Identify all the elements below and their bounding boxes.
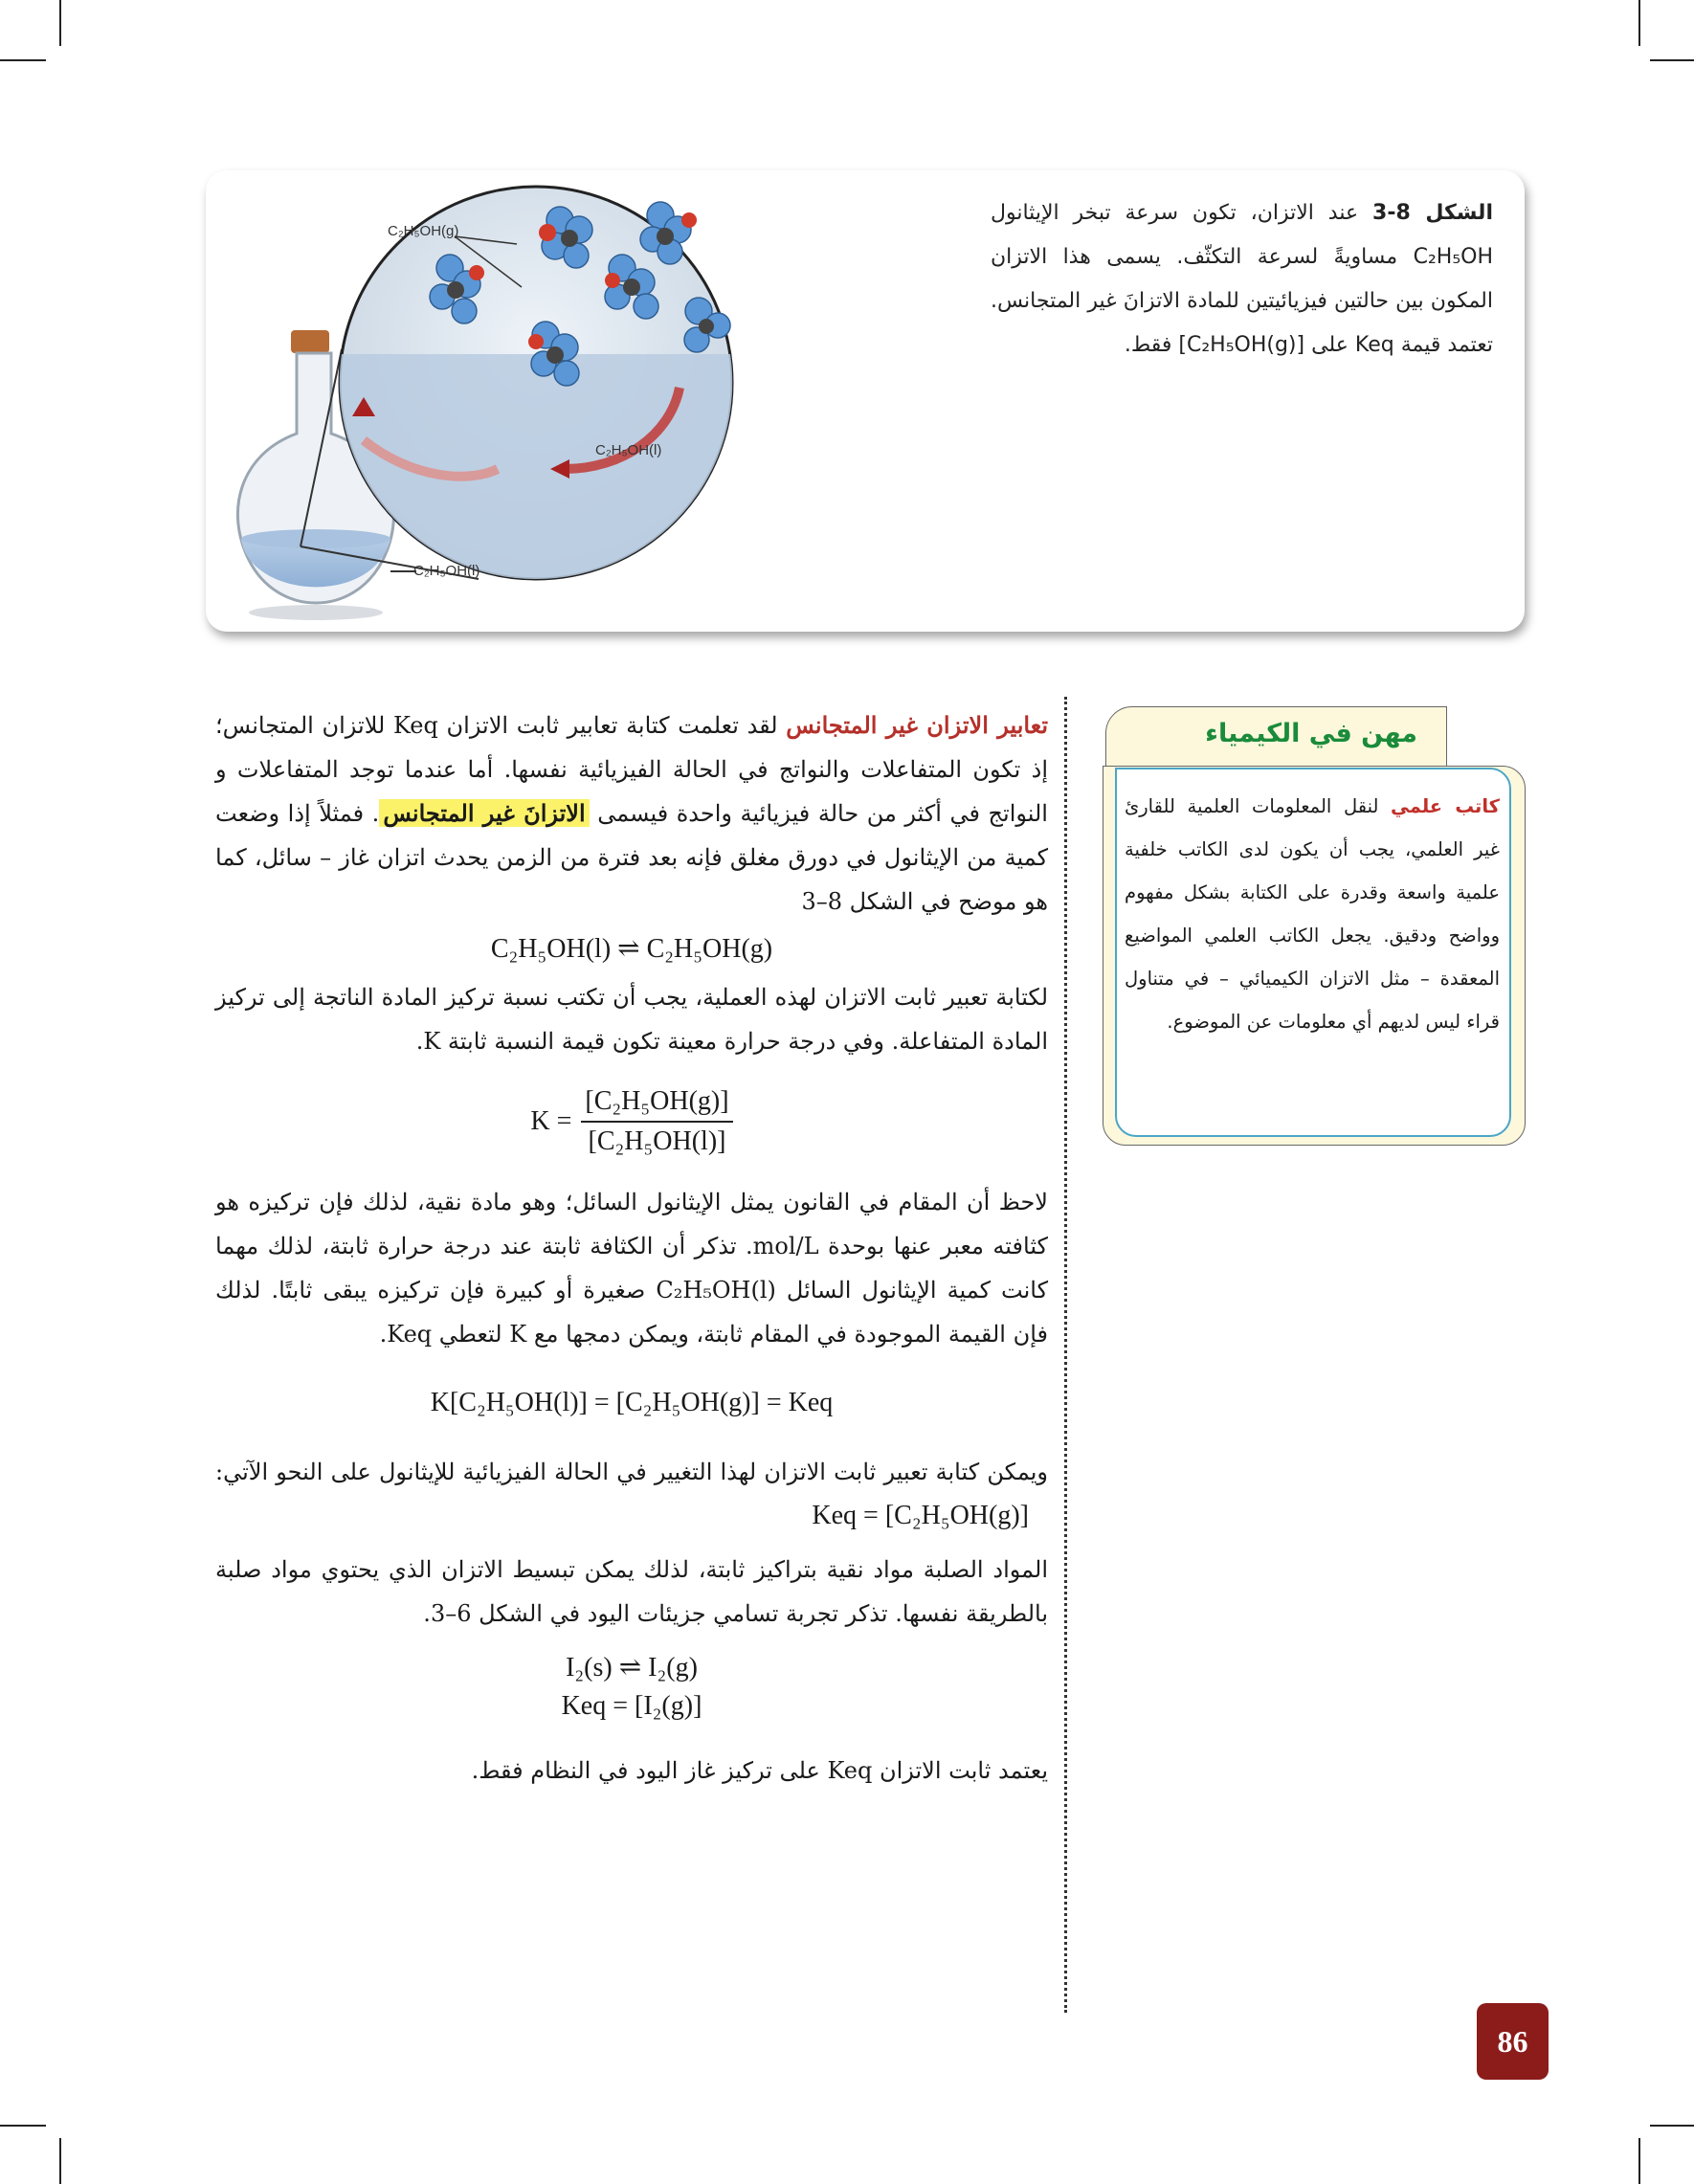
paragraph-2: لكتابة تعبير ثابت الاتزان لهذه العملية، يجب أن تكتب نسبة تركيز المادة الناتجة إلى تركيز المادة المتفاعلة. وفي درجة حرارة معينة تكون قيمة النسبة ثابتة K. [215, 984, 1049, 1055]
liquid-flask-label: C₂H₅OH(l) [413, 563, 480, 579]
paragraph-4-body: ويمكن كتابة تعبير ثابت الاتزان لهذا التغيير في الحالة الفيزيائية للإيثانول على النحو الآتي: [215, 1459, 1048, 1485]
equation-1: C₂H₅OH(l) ⇌ C₂H₅OH(g) [490, 934, 773, 964]
page-number: 86 [1477, 2003, 1549, 2080]
paragraph-6: يعتمد ثابت الاتزان Keq على تركيز غاز اليود في النظام فقط. [471, 1757, 1048, 1784]
equation-2-lhs: K = [530, 1106, 572, 1136]
equation-5b: Keq = [I₂(g)] [561, 1691, 702, 1721]
column-divider [1064, 697, 1067, 2013]
main-text [215, 703, 1048, 1793]
key-term: الاتزانَ غير المتجانس [379, 799, 589, 827]
flask-illustration [220, 177, 986, 627]
paragraph-5: المواد الصلبة مواد نقية بتراكيز ثابتة، لذلك يمكن تبسيط الاتزان الذي يحتوي مواد صلبة بالطريقة نفسها. تذكر تجربة تسامي جزيئات اليود في الشكل 6–3. [215, 1556, 1048, 1627]
paragraph-1-end: . فمثلاً إذا وضعت كمية من الإيثانول في دورق مغلق فإنه بعد فترة من الزمن يحدث اتزان غاز – سائل، كما هو موضح في الشكل 8–3 [215, 800, 1048, 915]
paragraph-4 [215, 1450, 1048, 1538]
equation-3: K[C₂H₅OH(l)] = [C₂H₅OH(g)] = Keq [430, 1388, 834, 1417]
career-tab [1105, 706, 1447, 768]
career-tab-title: مهن في الكيمياء [1205, 719, 1417, 748]
paragraph-1-body: لقد تعلمت كتابة تعابير ثابت الاتزان Keq للاتزان المتجانس؛ إذ تكون المتفاعلات والنواتج في الحالة الفيزيائية نفسها. أما عندما توجد المتفاعلات و النواتج في أكثر من حالة فيزيائية واحدة فيسمى [215, 712, 1048, 827]
equation-2 [215, 1082, 1048, 1161]
paragraph-1 [215, 703, 1048, 924]
career-body: لنقل المعلومات العلمية للقارئ غير العلمي، يجب أن يكون لدى الكاتب خلفية علمية واسعة وقدرة على الكتابة بشكل مفهوم وواضح ودقيق. يجعل الكاتب العلمي المواضيع المعقدة – مثل الاتزان الكيميائي – في متناول قراء ليس لديهم أي معلومات عن الموضوع. [1125, 795, 1500, 1033]
equation-2-numerator: [C₂H₅OH(g)] [581, 1082, 732, 1123]
gas-label: C₂H₅OH(g) [388, 223, 459, 239]
career-text [1125, 785, 1500, 1043]
career-title: كاتب علمي [1391, 795, 1500, 817]
paragraph-3: لاحظ أن المقام في القانون يمثل الإيثانول السائل؛ وهو مادة نقية، لذلك فإن تركيزه هو كثافته معبر عنها بوحدة mol/L. تذكر أن الكثافة ثابتة عند درجة حرارة ثابتة، لذلك مهما كانت كمية الإيثانول السائل C₂H₅OH(l) صغيرة أو كبيرة فإن تركيزه يبقى ثابتًا. لذلك فإن القيمة الموجودة في المقام ثابتة، ويمكن دمجها مع K لتعطي Keq. [215, 1189, 1049, 1348]
figure-caption-text: عند الاتزان، تكون سرعة تبخر الإيثانول C₂H₅OH مساويةً لسرعة التكثّف. يسمى هذا الاتزان المكون بين حالتين فيزيائيتين للمادة الاتزانَ غير المتجانس. تعتمد قيمة Keq على [C₂H₅OH(g)] فقط. [991, 201, 1493, 357]
molecular-inset [340, 187, 732, 579]
equation-4: Keq = [C₂H₅OH(g)] [812, 1501, 1029, 1530]
figure-caption-label: الشكل 8-3 [1372, 201, 1493, 225]
equation-5a: I₂(s) ⇌ I₂(g) [566, 1653, 698, 1683]
liquid-inset-label: C₂H₅OH(l) [595, 442, 662, 458]
equation-2-denominator: [C₂H₅OH(l)] [588, 1126, 726, 1156]
section-heading: تعابير الاتزان غير المتجانس [786, 711, 1048, 739]
figure-caption [991, 191, 1493, 368]
